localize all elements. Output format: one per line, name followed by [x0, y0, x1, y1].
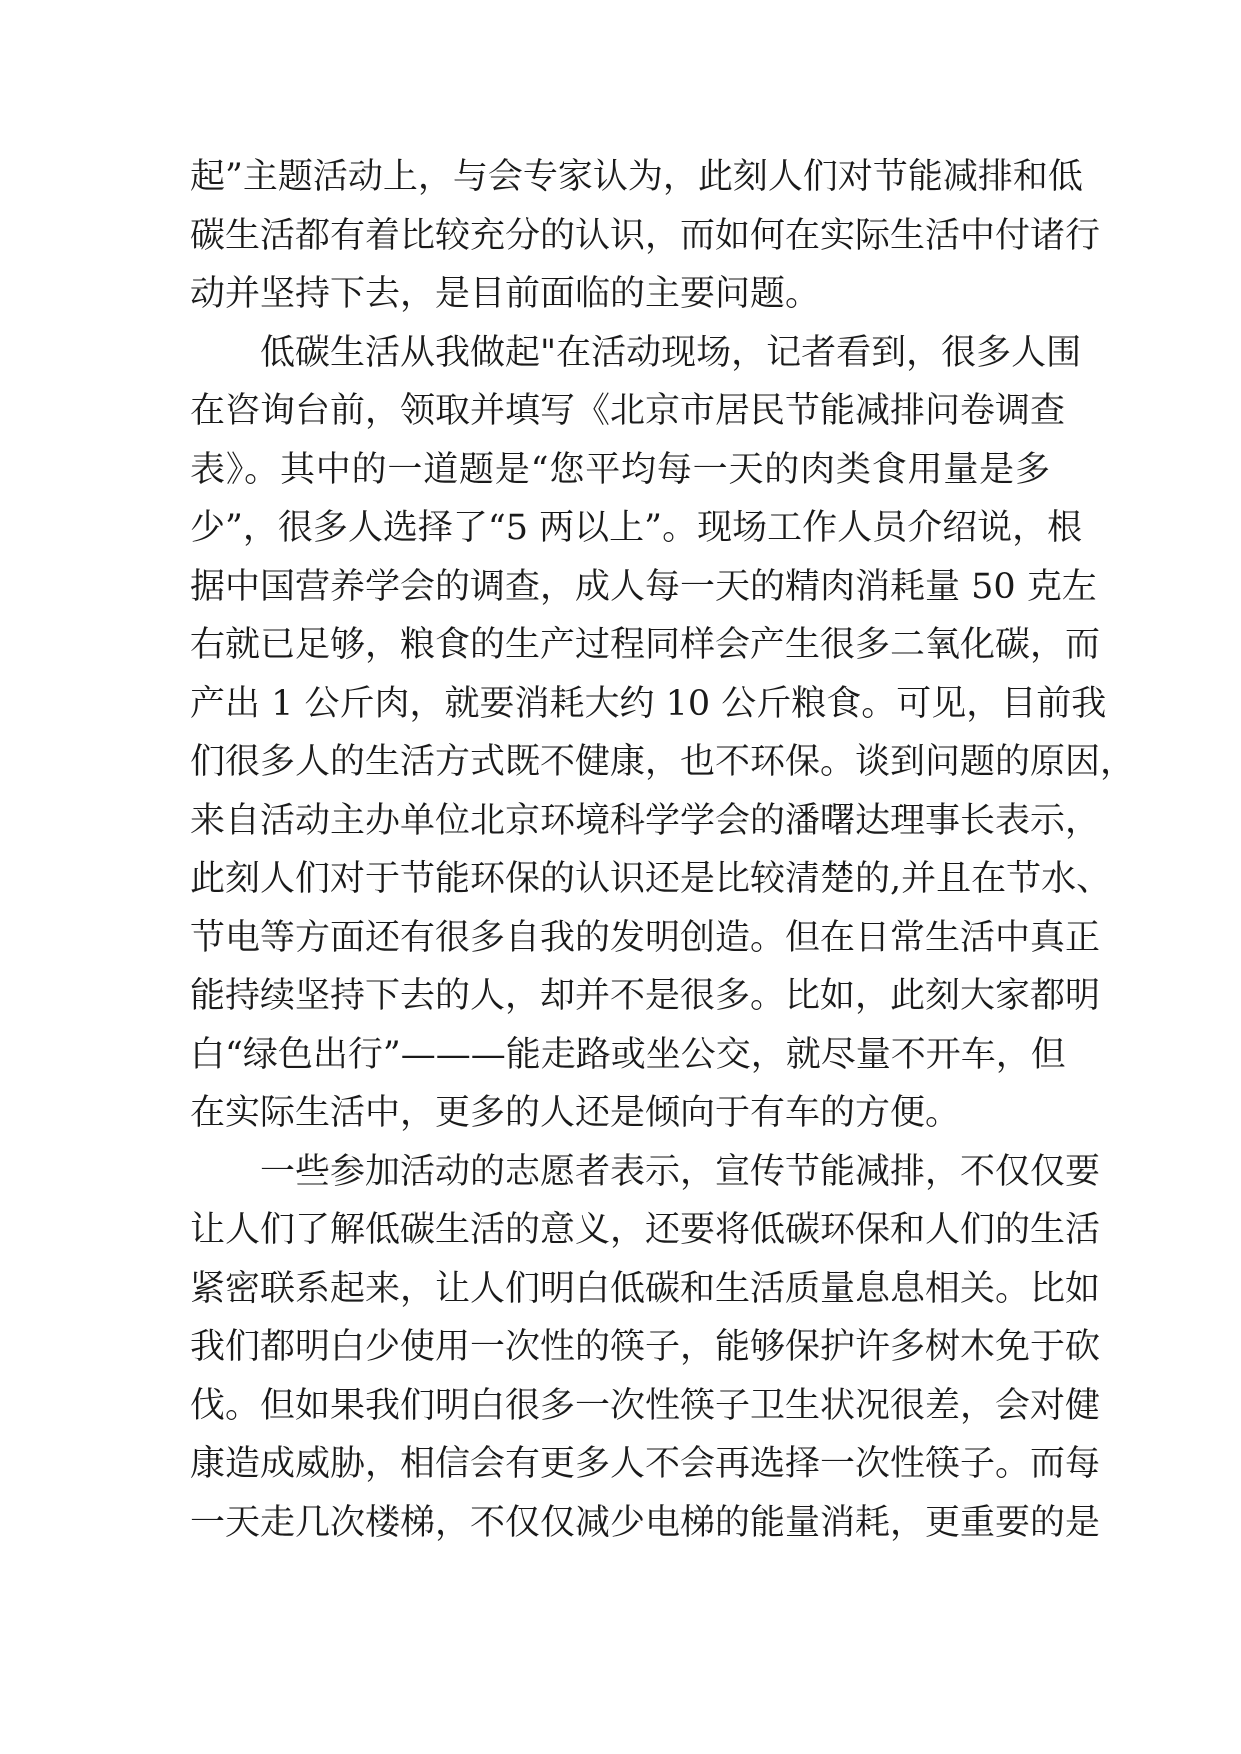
paragraph-3-line-7: 一天走几次楼梯，不仅仅减少电梯的能量消耗，更重要的是	[190, 1502, 1101, 1543]
paragraph-1-line-3: 动并坚持下去，是目前面临的主要问题。	[190, 274, 821, 314]
paragraph-2-line-11: 节电等方面还有很多自我的发明创造。但在日常生活中真正	[190, 917, 1101, 958]
paragraph-2-line-8: 们很多人的生活方式既不健康，也不环保。谈到问题的原因，	[190, 742, 1136, 782]
paragraph-2-line-14: 在实际生活中，更多的人还是倾向于有车的方便。	[190, 1093, 961, 1133]
paragraph-2-line-10: 此刻人们对于节能环保的认识还是比较清楚的,并且在节水、	[190, 859, 1112, 899]
paragraph-2-line-3: 表》。其中的一道题是“您平均每一天的肉类食用量是多	[190, 449, 1050, 490]
paragraph-3-line-5: 伐。但如果我们明白很多一次性筷子卫生状况很差，会对健	[190, 1385, 1101, 1426]
paragraph-2-line-4: 少”，很多人选择了“5 两以上”。现场工作人员介绍说，根	[190, 508, 1083, 548]
paragraph-3-line-1: 一些参加活动的志愿者表示，宣传节能减排，不仅仅要	[260, 1151, 1101, 1192]
paragraph-2-line-9: 来自活动主办单位北京环境科学学会的潘曙达理事长表示，	[190, 800, 1101, 841]
paragraph-2-line-13: 白“绿色出行”———能走路或坐公交，就尽量不开车，但	[190, 1034, 1066, 1075]
paragraph-2-line-6: 右就已足够，粮食的生产过程同样会产生很多二氧化碳，而	[190, 625, 1101, 665]
paragraph-1-line-1: 起”主题活动上，与会专家认为，此刻人们对节能减排和低	[190, 157, 1083, 197]
paragraph-3-line-4: 我们都明白少使用一次性的筷子，能够保护许多树木免于砍	[190, 1327, 1101, 1367]
paragraph-2-line-12: 能持续坚持下去的人，却并不是很多。比如，此刻大家都明	[190, 976, 1101, 1016]
paragraph-1-line-2: 碳生活都有着比较充分的认识，而如何在实际生活中付诸行	[190, 215, 1101, 256]
paragraph-2-line-5: 据中国营养学会的调查，成人每一天的精肉消耗量 50 克左	[190, 566, 1097, 607]
paragraph-2-line-7: 产出 1 公斤肉，就要消耗大约 10 公斤粮食。可见，目前我	[190, 683, 1107, 724]
body-text	[190, 148, 1136, 1552]
paragraph-3-line-2: 让人们了解低碳生活的意义，还要将低碳环保和人们的生活	[190, 1210, 1101, 1250]
paragraph-2-line-1: 低碳生活从我做起"在活动现场，记者看到，很多人围	[260, 332, 1082, 373]
paragraph-3-line-3: 紧密联系起来，让人们明白低碳和生活质量息息相关。比如	[190, 1268, 1101, 1309]
paragraph-3-line-6: 康造成威胁，相信会有更多人不会再选择一次性筷子。而每	[190, 1444, 1101, 1484]
paragraph-2-line-2: 在咨询台前，领取并填写《北京市居民节能减排问卷调查	[190, 391, 1066, 431]
